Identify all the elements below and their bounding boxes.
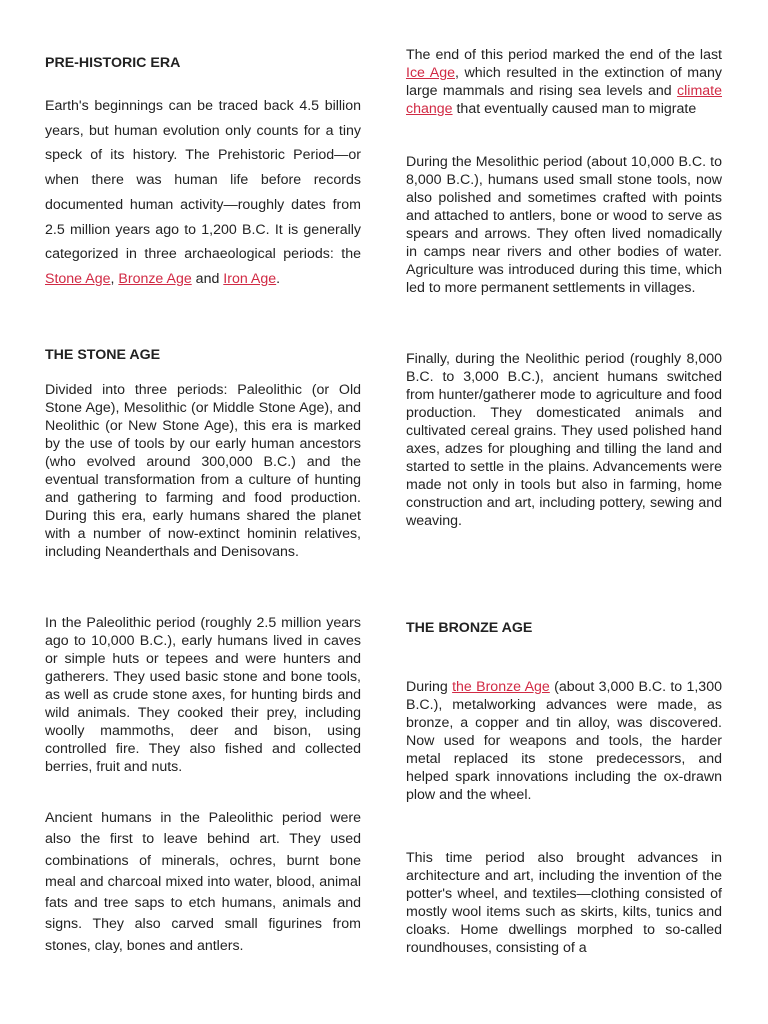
iron-age-link[interactable]: Iron Age xyxy=(223,270,277,287)
intro-period: . xyxy=(276,270,281,287)
paragraph-end-of-period xyxy=(406,46,722,118)
paragraph-mesolithic: During the Mesolithic period (about 10,000 B.C. to 8,000 B.C.), humans used small stone tools, now also polished and sometimes crafted with points and attached to antlers, bone or wood to serve as spears and arrows. They often lived nomadically in camps near rivers and other bodies of water. Agriculture was introduced during this time, which led to more permanent settlements in villages. xyxy=(406,154,722,296)
bronze-age-heading: THE BRONZE AGE xyxy=(406,620,533,636)
intro-separator: and xyxy=(191,270,224,287)
paragraph-bronze xyxy=(406,678,722,804)
bronze-age-link[interactable]: Bronze Age xyxy=(118,270,192,287)
intro-separator: , xyxy=(110,270,119,287)
paragraph-architecture: This time period also brought advances in architecture and art, including the invention of the potter's wheel, and textiles—clothing consisted of mostly wool items such as skirts, kilts, tunics and cloaks. Home dwellings morphed to so-called roundhouses, consisting of a xyxy=(406,850,722,956)
intro-text: Earth's beginnings can be traced back 4.5 billion years, but human evolution only counts for a tiny speck of its history. The Prehistoric Period—or when there was human life before records documented human activity—roughly dates from 2.5 million years ago to 1,200 B.C. It is generally categorized in three archaeological periods: the xyxy=(45,98,361,263)
climate-change-link[interactable]: climate change xyxy=(406,83,722,117)
paragraph-neolithic: Finally, during the Neolithic period (roughly 8,000 B.C. to 3,000 B.C.), ancient humans switched from hunter/gatherer mode to agriculture and food production. They domesticated animals and cultivated cereal grains. They used polished hand axes, adzes for ploughing and tilling the land and started to settle in the plains. Advancements were made not only in tools but also in farming, home construction and art, including pottery, sewing and weaving. xyxy=(406,351,722,529)
end-text: that eventually caused man to migrate xyxy=(452,101,697,117)
paragraph-art: Ancient humans in the Paleolithic period were also the first to leave behind art. They used combinations of minerals, ochres, burnt bone meal and charcoal mixed into water, blood, animal fats and tree saps to etch humans, animals and signs. They also carved small figurines from stones, clay, bones and antlers. xyxy=(45,810,361,954)
paragraph-divided: Divided into three periods: Paleolithic (or Old Stone Age), Mesolithic (or Middle Stone Age), and Neolithic (or New Stone Age), this era is marked by the use of tools by our early human ancestors (who evolved around 300,000 B.C.) and the eventual transformation from a culture of hunting and gathering to farming and food production. During this era, early humans shared the planet with a number of now-extinct hominin relatives, including Neanderthals and Denisovans. xyxy=(45,382,361,560)
bronze-text: (about 3,000 B.C. to 1,300 B.C.), metalworking advances were made, as bronze, a copper and tin alloy, was discovered. Now used for weapons and tools, the harder metal replaced its stone predecessors, and helped spark innovations including the ox-drawn plow and the wheel. xyxy=(406,679,722,803)
end-text: The end of this period marked the end of the last xyxy=(406,47,722,63)
bronze-age-link[interactable]: the Bronze Age xyxy=(452,679,550,695)
bronze-text: During xyxy=(406,679,453,695)
ice-age-link[interactable]: Ice Age xyxy=(406,65,455,81)
paragraph-paleolithic: In the Paleolithic period (roughly 2.5 million years ago to 10,000 B.C.), early humans lived in caves or simple huts or tepees and were hunters and gatherers. They used basic stone and bone tools, as well as crude stone axes, for hunting birds and wild animals. They cooked their prey, including woolly mammoths, deer and bison, using controlled fire. They also fished and collected berries, fruit and nuts. xyxy=(45,615,361,775)
intro-paragraph xyxy=(45,94,361,292)
stone-age-heading: THE STONE AGE xyxy=(45,347,161,363)
end-text: , which resulted in the extinction of many large mammals and rising sea levels and xyxy=(406,65,723,99)
era-heading: PRE-HISTORIC ERA xyxy=(45,55,181,71)
stone-age-link[interactable]: Stone Age xyxy=(45,270,111,287)
